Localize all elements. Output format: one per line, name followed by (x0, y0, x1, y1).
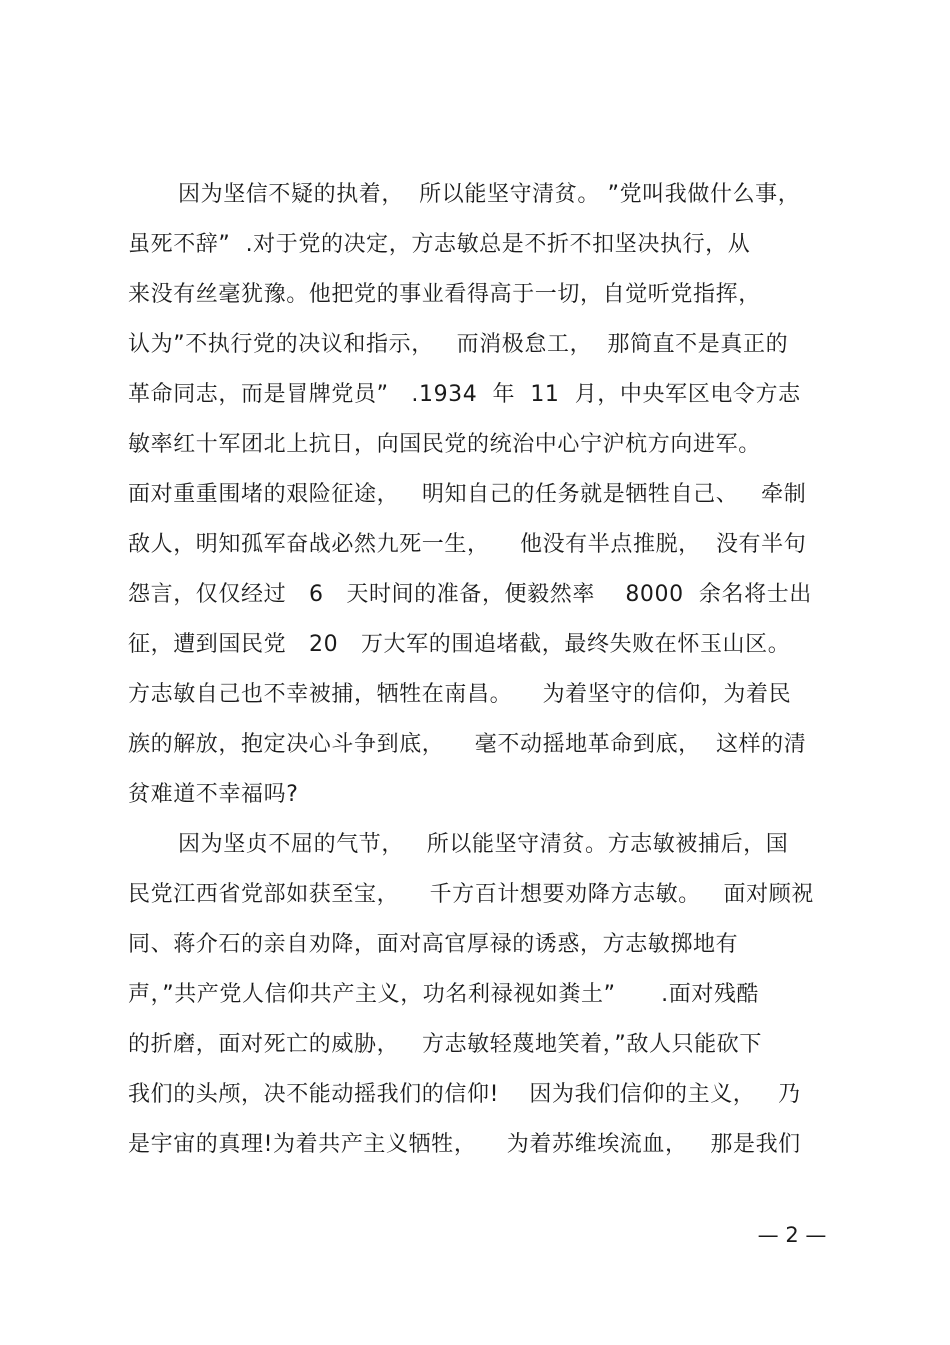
paragraph-1-line-5: 革命同志，而是冒牌党员” .1934 年 11 月，中央军区电令方志 (128, 382, 801, 407)
page-number: — 2 — (757, 1223, 827, 1247)
paragraph-2-line-1: 因为坚贞不屈的气节， 所以能坚守清贫。方志敏被捕后，国 (178, 832, 789, 857)
paragraph-1-line-9: 怨言，仅仅经过 6 天时间的准备，便毅然率 8000 余名将士出 (128, 582, 812, 607)
paragraph-2-line-6: 我们的头颅，决不能动摇我们的信仰! 因为我们信仰的主义， 乃 (128, 1082, 801, 1107)
paragraph-1-line-3: 来没有丝毫犹豫。他把党的事业看得高于一切，自觉听党指挥， (128, 282, 761, 307)
paragraph-2-line-7: 是宇宙的真理!为着共产主义牺牲， 为着苏维埃流血， 那是我们 (128, 1132, 801, 1157)
paragraph-1-line-2: 虽死不辞” .对于党的决定，方志敏总是不折不扣坚决执行，从 (128, 232, 751, 257)
paragraph-1-line-13: 贫难道不幸福吗? (128, 782, 299, 807)
paragraph-1-line-8: 敌人，明知孤军奋战必然九死一生， 他没有半点推脱， 没有半句 (128, 532, 807, 557)
paragraph-1-line-6: 敏率红十军团北上抗日，向国民党的统治中心宁沪杭方向进军。 (128, 432, 761, 457)
paragraph-1-line-7: 面对重重围堵的艰险征途， 明知自己的任务就是牺牲自己、 牵制 (128, 482, 807, 507)
paragraph-2-line-2: 民党江西省党部如获至宝， 千方百计想要劝降方志敏。 面对顾祝 (128, 882, 814, 907)
paragraph-1-line-10: 征，遭到国民党 20 万大军的围追堵截，最终失败在怀玉山区。 (128, 632, 791, 657)
paragraph-1-line-12: 族的解放，抱定决心斗争到底， 毫不动摇地革命到底， 这样的清 (128, 732, 807, 757)
paragraph-1-line-4: 认为”不执行党的决议和指示， 而消极怠工， 那简直不是真正的 (128, 332, 789, 357)
paragraph-2-line-5: 的折磨，面对死亡的威胁， 方志敏轻蔑地笑着，”敌人只能砍下 (128, 1032, 762, 1057)
paragraph-1-line-11: 方志敏自己也不幸被捕，牺牲在南昌。 为着坚守的信仰，为着民 (128, 682, 792, 707)
paragraph-2-line-3: 同、蒋介石的亲自劝降，面对高官厚禄的诱惑，方志敏掷地有 (128, 932, 739, 957)
paragraph-1-line-1: 因为坚信不疑的执着， 所以能坚守清贫。 ”党叫我做什么事， (178, 182, 801, 207)
paragraph-2-line-4: 声，”共产党人信仰共产主义，功名利禄视如粪土” .面对残酷 (128, 982, 760, 1007)
